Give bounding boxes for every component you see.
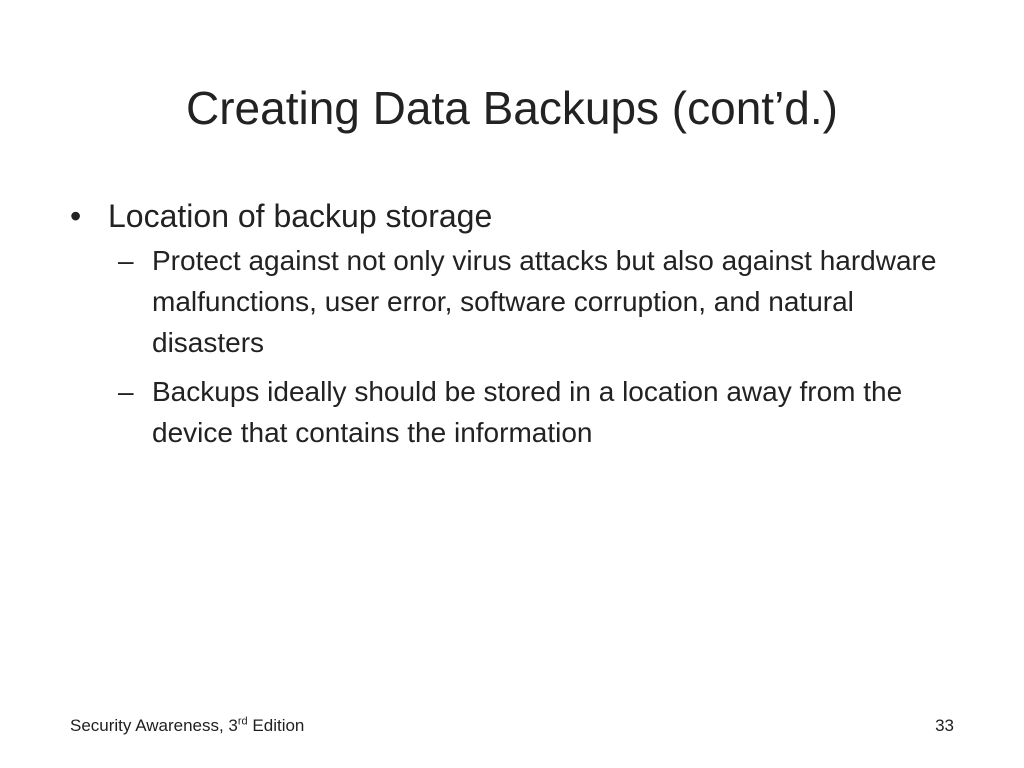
bullet-text: Location of backup storage [108, 198, 493, 234]
dash-marker: – [118, 245, 134, 276]
footer-book-superscript: rd [237, 715, 248, 728]
bullet-marker: • [70, 198, 82, 234]
slide-title: Creating Data Backups (cont’d.) [186, 82, 838, 134]
footer-book-title [70, 716, 304, 736]
page-number: 33 [935, 716, 954, 735]
sub-bullet-text: Backups ideally should be stored in a location away from the device that contains the information [152, 376, 903, 448]
footer-book-suffix: Edition [247, 716, 305, 735]
footer-book-prefix: Security Awareness, 3 [70, 716, 238, 735]
sub-bullet-list [118, 240, 970, 453]
dash-marker: – [118, 376, 134, 407]
sub-bullet-item [118, 371, 970, 453]
bullet-item [70, 196, 970, 236]
slide-body [70, 196, 970, 461]
sub-bullet-item [118, 240, 970, 363]
sub-bullet-text: Protect against not only virus attacks but also against hardware malfunctions, user error, software corruption, and natural disasters [152, 245, 937, 358]
